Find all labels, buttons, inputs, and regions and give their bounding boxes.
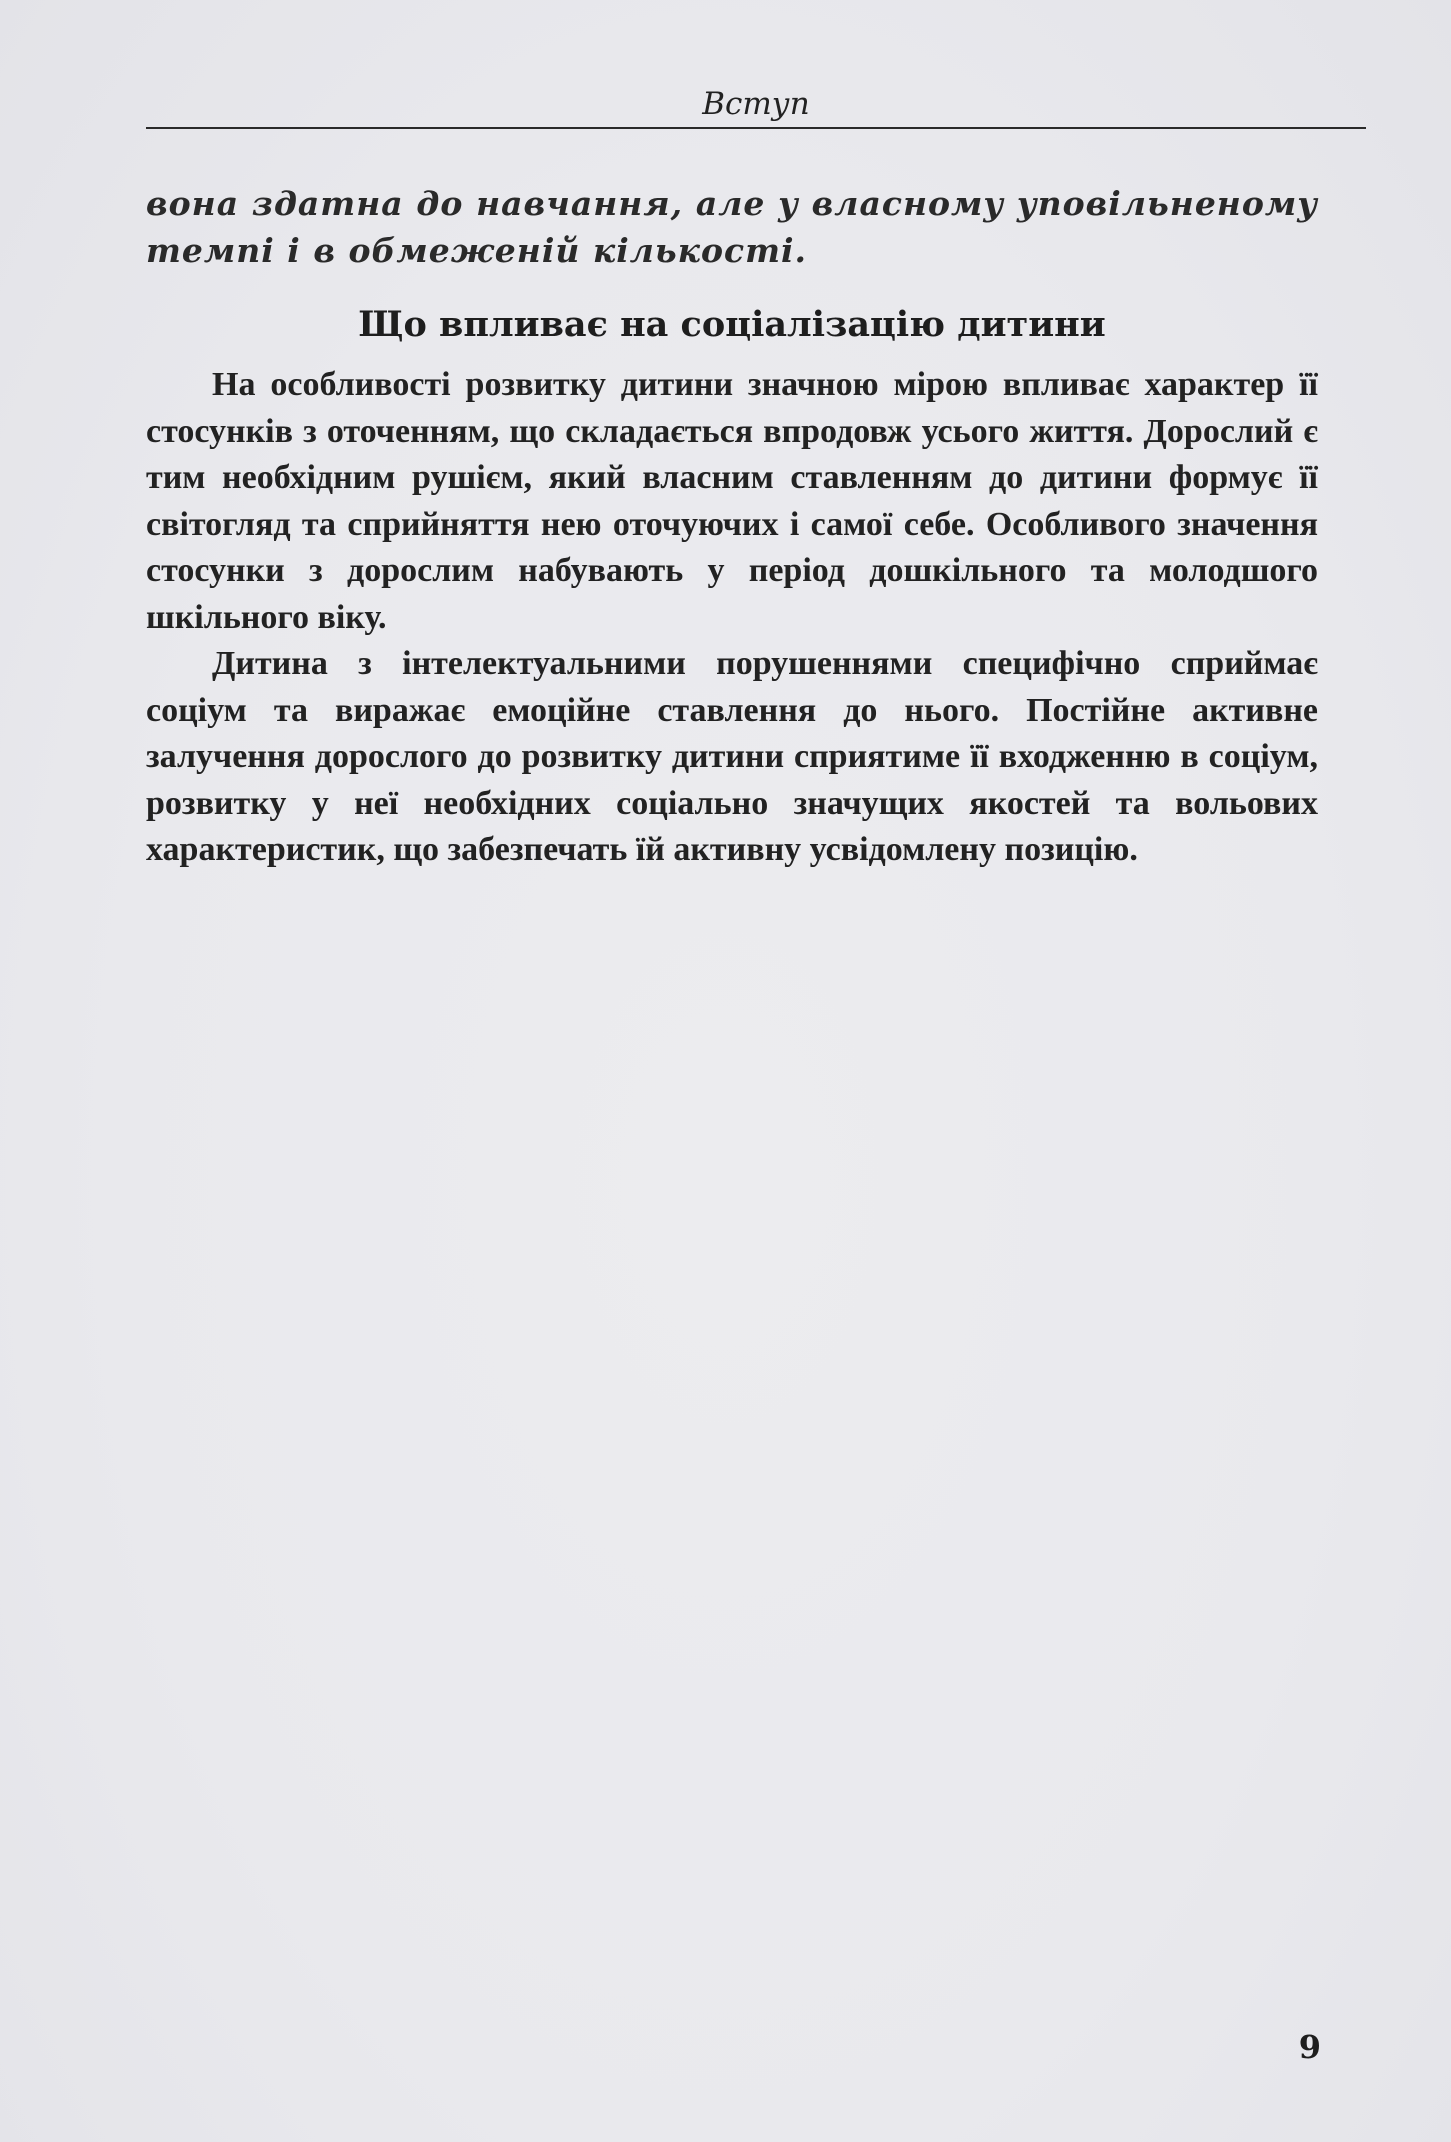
paragraph-1: На особливості розвитку дитини значною мірою впливає характер її стосунків з оточенням, що складається впродовж усього життя. Дорослий є тим необхідним рушієм, який власним ставленням до дитини формує її світогляд та сприйняття нею оточуючих і самої себе. Особливого значення стосунки з дорослим набувають у період дошкільного та молодшого шкільного віку. [146,366,1318,636]
paragraph-2: Дитина з інтелектуальними порушеннями специфічно сприймає соціум та виражає емоційне ставлення до нього. Постійне активне залучення дорослого до розвитку дитини сприятиме її входженню в соціум, розвитку у неї необхідних соціально значущих якостей та вольових характеристик, що забезпечать їй активну усвідомлену позицію. [146,645,1318,868]
header-rule [146,127,1366,129]
page-body [146,180,1318,874]
page-number: 9 [1298,2028,1321,2066]
section-heading: Що впливає на соціалізацію дитини [358,304,1106,345]
running-head: Вступ [702,86,810,122]
intro-text: вона здатна до навчання, але у власному уповільненому темпі і в обмеженій кількості. [146,184,1318,270]
